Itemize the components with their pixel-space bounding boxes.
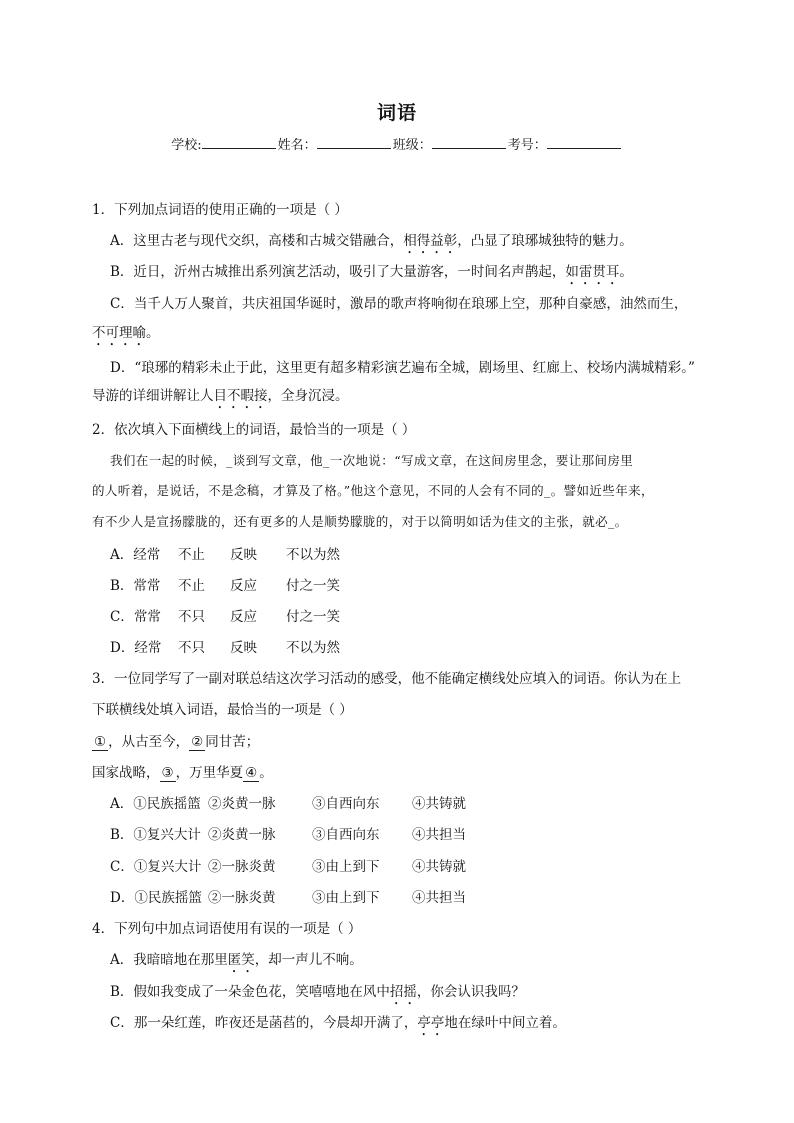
question-3-option-d <box>110 888 466 908</box>
question-1-option-a <box>110 231 633 257</box>
question-1-option-c: C．当千人万人聚首，共庆祖国华诞时，激昂的歌声将响彻在琅琊上空，那种自豪感，油然而生， <box>110 296 688 312</box>
option-choice: 反映 <box>230 640 257 656</box>
option-choice: ③由上到下 <box>312 890 380 906</box>
option-choice: ④共担当 <box>412 827 466 843</box>
exam-number-blank <box>547 136 621 149</box>
option-choice: 不以为然 <box>286 547 340 563</box>
couplet-first-line <box>92 732 259 752</box>
option-choice: 不以为然 <box>286 640 340 656</box>
option-choice: D．经常 <box>110 640 162 656</box>
option-choice: ②炎黄一脉 <box>208 796 276 812</box>
question-4-option-b <box>110 982 525 1008</box>
couplet-text: ，万里华夏 <box>175 765 244 781</box>
option-text: 导游的详细讲解让人 <box>92 388 214 404</box>
option-choice: 反应 <box>230 609 257 625</box>
option-choice: D．①民族摇篮 <box>110 890 202 906</box>
option-choice: ④共铸就 <box>412 796 466 812</box>
option-choice: A．经常 <box>110 547 161 563</box>
option-choice: 反应 <box>230 578 257 594</box>
couplet-text: 同甘苦； <box>205 734 260 750</box>
dotted-word: 相得益彰 <box>403 233 458 249</box>
option-choice: C．常常 <box>110 609 161 625</box>
option-choice: ④共铸就 <box>412 859 466 875</box>
option-text: ，却一声儿不响。 <box>254 952 363 968</box>
question-2-passage-line: 我们在一起的时候，_谈到写文章，他_一次地说：“写成文章，在这间房里念，要让那间房里 <box>110 453 634 468</box>
option-text: 。 <box>146 325 160 341</box>
option-choice: B．常常 <box>110 578 161 594</box>
option-text: ，凸显了琅琊城独特的魅力。 <box>457 233 633 249</box>
option-choice: 付之一笑 <box>286 609 340 625</box>
option-text: 地在绿叶中间立着。 <box>444 1015 566 1031</box>
option-choice: 反映 <box>230 547 257 563</box>
page-title: 词语 <box>376 102 417 124</box>
dotted-word: 如雷贯耳 <box>565 264 620 280</box>
couplet-second-line <box>92 763 273 783</box>
option-choice: ②炎黄一脉 <box>208 827 276 843</box>
option-choice: 不止 <box>178 578 205 594</box>
fill-blank: ③ <box>161 765 174 781</box>
question-2-passage-line: 有不少人是宣扬朦胧的，还有更多的人是顺势朦胧的，对于以简明如话为佳文的主张，就必_。 <box>92 514 628 529</box>
option-text: ，全身沉浸。 <box>267 388 349 404</box>
question-3-option-b <box>110 825 466 845</box>
couplet-text: 国家战略， <box>92 765 160 781</box>
school-label: 学校: <box>171 138 202 153</box>
dotted-word: 亭亭 <box>417 1015 445 1031</box>
question-2-passage-line: 的人听着，是说话，不是念稿，才算及了格。”他这个意见，不同的人会有不同的_。譬如近些年来， <box>92 483 654 498</box>
option-text: B．假如我变成了一朵金色花，笑嘻嘻地在风中 <box>110 984 390 1000</box>
question-2-option-b <box>110 576 340 596</box>
fill-blank: ① <box>94 734 107 750</box>
question-2-option-a <box>110 545 340 565</box>
question-1-option-d-continued <box>92 386 349 412</box>
option-text: A．我暗暗地在那里 <box>110 952 228 968</box>
question-2-option-d <box>110 638 340 658</box>
question-3-option-c <box>110 857 466 877</box>
question-2-stem: 2．依次填入下面横线上的词语，最恰当的一项是（ ） <box>92 422 416 438</box>
option-text: C．那一朵红莲，昨夜还是菡萏的，今晨却开满了， <box>110 1015 418 1031</box>
option-text: B．近日，沂州古城推出系列演艺活动，吸引了大量游客，一时间名声鹊起， <box>110 264 566 280</box>
dotted-word: 不可理喻 <box>92 325 146 341</box>
fill-blank: ④ <box>245 765 258 781</box>
dotted-word: 目不暇接 <box>213 388 268 404</box>
question-4-option-a <box>110 950 363 976</box>
exam-number-label: 考号： <box>507 138 547 153</box>
couplet-text: ，从古至今， <box>108 734 190 750</box>
question-4-option-c <box>110 1013 566 1039</box>
couplet-text: 。 <box>259 765 273 781</box>
school-blank <box>202 136 276 149</box>
question-4-stem: 4．下列句中加点词语使用有误的一项是（ ） <box>92 921 362 937</box>
question-2-option-c <box>110 607 340 627</box>
fill-blank: ② <box>191 734 204 750</box>
name-label: 姓名： <box>277 138 317 153</box>
option-choice: 付之一笑 <box>286 578 340 594</box>
option-choice: ③自西向东 <box>312 827 380 843</box>
question-3-stem: 3．一位同学写了一副对联总结这次学习活动的感受，他不能确定横线处应填入的词语。你认为在上 <box>92 671 682 687</box>
name-blank <box>317 136 391 149</box>
option-choice: 不只 <box>178 609 205 625</box>
question-1-option-d: D．“琅琊的精彩未止于此，这里更有超多精彩演艺遍布全城，剧场里、红廊上、校场内满城精彩。” <box>110 360 695 376</box>
class-blank <box>432 136 506 149</box>
question-1-stem: 1．下列加点词语的使用正确的一项是（ ） <box>92 202 348 218</box>
option-choice: A．①民族摇篮 <box>110 796 201 812</box>
question-3-stem-continued: 下联横线处填入词语，最恰当的一项是（ ） <box>92 702 353 718</box>
option-choice: 不只 <box>178 640 205 656</box>
option-choice: ③由上到下 <box>312 859 380 875</box>
option-text: ，你会认识我吗？ <box>416 984 525 1000</box>
option-text: A．这里古老与现代交织，高楼和古城交错融合， <box>110 233 404 249</box>
dotted-word: 招摇 <box>389 984 417 1000</box>
option-choice: ②一脉炎黄 <box>208 859 276 875</box>
option-choice: ④共担当 <box>412 890 466 906</box>
student-info-row <box>0 134 794 153</box>
question-1-option-b <box>110 262 633 288</box>
option-choice: C．①复兴大计 <box>110 859 202 875</box>
option-choice: ③自西向东 <box>312 796 380 812</box>
option-choice: B．①复兴大计 <box>110 827 201 843</box>
class-label: 班级： <box>392 138 432 153</box>
option-choice: ②一脉炎黄 <box>208 890 276 906</box>
question-3-option-a <box>110 794 466 814</box>
option-text: 。 <box>619 264 633 280</box>
dotted-word: 匿笑 <box>227 952 255 968</box>
option-choice: 不止 <box>178 547 205 563</box>
question-1-option-c-continued <box>92 323 160 349</box>
